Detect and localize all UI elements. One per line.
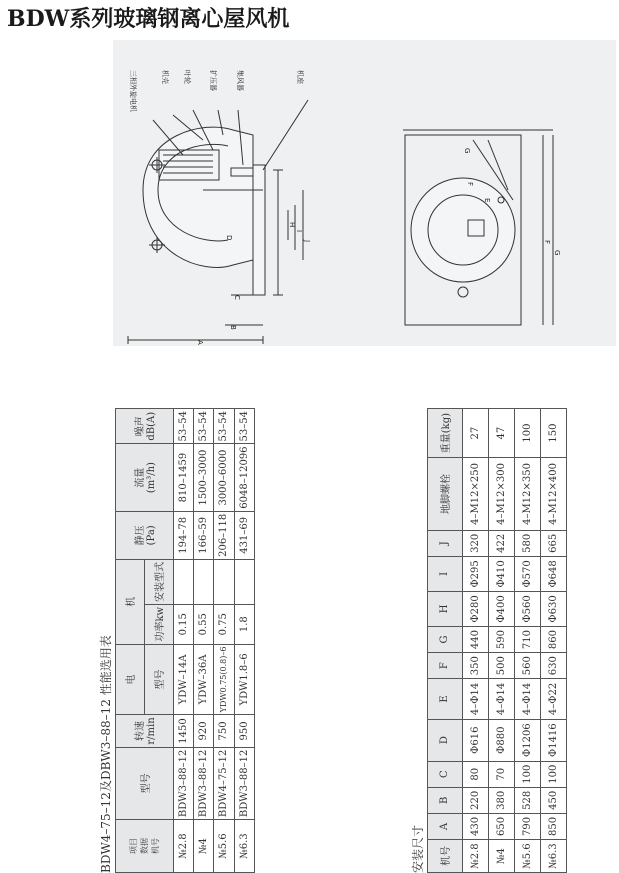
installation-caption: 安装尺寸 [411,824,425,873]
front-housing-circle [411,178,515,282]
cell: Φ295 [462,556,488,591]
cell: 580 [514,530,540,556]
cell-power: 0.55 [193,604,213,644]
header-b: B [428,787,463,813]
dim-label-g-right: G [553,250,561,256]
header-g: G [428,626,463,652]
label-housing: 机壳 [161,70,169,84]
header-model: 型号 [116,747,174,819]
cell-no: №4 [193,820,213,873]
installation-table-block [411,408,567,873]
cell: Φ410 [488,556,514,591]
cell-motor: YDW1.8–6 [234,644,254,715]
cell-no: №2.8 [173,820,193,873]
cell-power: 0.75 [214,604,234,644]
header-motor-model: 型号 [144,644,173,715]
cell: №5.6 [514,840,540,873]
cell: 80 [462,761,488,787]
cell-noise: 53–54 [193,409,213,444]
corner-header [116,820,174,873]
dim-label-d: D [225,235,233,241]
header-f: F [428,653,463,679]
cell-flow: 6048–12096 [234,444,254,511]
cell-noise: 53–54 [214,409,234,444]
cell: 4–M12×250 [462,458,488,530]
cell: Φ400 [488,591,514,626]
header-pressure [116,511,174,559]
cell-pressure: 166–59 [193,511,213,559]
cell-noise: 53–54 [173,409,193,444]
header-e: E [428,679,463,719]
header-flow-unit: (m³/h) [146,462,158,494]
cell: 590 [488,626,514,652]
dim-label-c: C [233,295,241,300]
cell: 220 [462,787,488,813]
cell: 4–Φ14 [462,679,488,719]
dim-label-g-top: G [463,148,471,154]
dim-label-i: I [295,230,303,233]
table-row [234,409,254,873]
cell: 430 [462,813,488,839]
technical-drawing [113,40,616,346]
cell: 100 [514,761,540,787]
header-h: H [428,591,463,626]
cell-pressure: 431–69 [234,511,254,559]
cell: 4–M12×400 [540,458,566,530]
cell-motor: YDW0.75(0.8)–6 [214,644,234,715]
cell: №6.3 [540,840,566,873]
cell-noise: 53–54 [234,409,254,444]
cell-mount [173,559,193,604]
cell: Φ570 [514,556,540,591]
cell: 860 [540,626,566,652]
cell-motor: YDW–14A [173,644,193,715]
drawing-svg [113,40,616,346]
header-pressure-label: 静压 [135,525,147,546]
label-inlet: 集风器 [236,70,244,91]
header-a: A [428,813,463,839]
page-title: BDW系列玻璃钢离心屋风机 [7,6,290,32]
dim-label-f-top: F [466,182,474,187]
side-view [128,100,308,344]
table-row [193,409,213,873]
header-no: 机号 [428,840,463,873]
cell: Φ616 [462,719,488,761]
cell-power: 0.15 [173,604,193,644]
header-motor: 电 [116,644,145,715]
performance-table-block [99,408,255,873]
header-pressure-unit: (Pa) [146,525,158,546]
cell-motor: YDW–36A [193,644,213,715]
header-power: 功率kw [144,604,173,644]
cell: Φ1416 [540,719,566,761]
cell: 710 [514,626,540,652]
cell-model: BDW3–88–12 [173,747,193,819]
header-flow [116,444,174,511]
cell: 440 [462,626,488,652]
header-speed-unit: r/min [146,717,158,745]
dim-label-h: H [288,222,296,228]
cell: №4 [488,840,514,873]
cell: 4–Φ22 [540,679,566,719]
cell: 350 [462,653,488,679]
cell: 650 [488,813,514,839]
cell: 4–M12×300 [488,458,514,530]
cell: 850 [540,813,566,839]
header-speed-label: 转速 [135,720,147,741]
cell: 790 [514,813,540,839]
cell: 27 [462,409,488,458]
dim-label-b: B [229,325,237,330]
cell-model: BDW4–75–12 [214,747,234,819]
dim-label-a: A [196,340,204,345]
header-bolts: 地脚螺栓 [428,458,463,530]
cell: 380 [488,787,514,813]
header-noise-unit: dB(A) [146,411,158,441]
cell-flow: 810–1459 [173,444,193,511]
label-motor: 三相外旋电机 [129,70,137,112]
table-row [462,409,488,873]
header-mount: 安装型式 [144,559,173,604]
cell: Φ630 [540,591,566,626]
header-flow-label: 流量 [135,467,147,488]
cell: 422 [488,530,514,556]
corner-top: 项目 [128,838,138,855]
cell: 100 [514,409,540,458]
header-d: D [428,719,463,761]
cell-pressure: 206–118 [214,511,234,559]
cell: Φ280 [462,591,488,626]
cell-mount [234,559,254,604]
performance-table [115,408,255,873]
cell: 528 [514,787,540,813]
cell: 4–M12×350 [514,458,540,530]
cell: 4–Φ14 [514,679,540,719]
header-noise-label: 噪声 [135,416,147,437]
dim-label-j: J [303,240,311,243]
cell: 70 [488,761,514,787]
corner-mid: 数据 [139,838,149,855]
header-c: C [428,761,463,787]
cell: №2.8 [462,840,488,873]
cell-model: BDW3–88–12 [193,747,213,819]
front-bottom-bolt [458,287,468,297]
cell: Φ880 [488,719,514,761]
cell: Φ648 [540,556,566,591]
dim-label-f-right: F [543,240,551,245]
cell: 320 [462,530,488,556]
table-row [173,409,193,873]
front-view [403,130,553,325]
cell-pressure: 194–78 [173,511,193,559]
performance-caption: BDW4–75–12及DBW3–88–12 性能选用表 [99,635,113,873]
cell: 4–Φ14 [488,679,514,719]
header-weight: 重量(kg) [428,409,463,458]
dim-label-e: E [483,198,491,203]
fan-shell-shape [143,127,253,267]
table-row [488,409,514,873]
corner-bottom: 机号 [150,838,160,855]
cell-no: №5.6 [214,820,234,873]
base-frame [253,165,265,295]
cell-speed: 920 [193,715,213,747]
label-base: 机座 [296,70,304,84]
cell-speed: 1450 [173,715,193,747]
cell-flow: 3000–6000 [214,444,234,511]
cell: Φ560 [514,591,540,626]
cell: 150 [540,409,566,458]
cell-flow: 1500–3000 [193,444,213,511]
cell-power: 1.8 [234,604,254,644]
cell-speed: 750 [214,715,234,747]
table-row [514,409,540,873]
label-impeller: 叶轮 [183,70,191,84]
cell: 630 [540,653,566,679]
header-j: J [428,530,463,556]
cell: Φ1206 [514,719,540,761]
label-diffuser: 扩压器 [209,70,217,91]
cell: 665 [540,530,566,556]
cell-no: №6.3 [234,820,254,873]
header-noise [116,409,174,444]
cell: 500 [488,653,514,679]
header-speed [116,715,174,747]
cell-speed: 950 [234,715,254,747]
header-motor-2: 机 [116,559,145,644]
cell: 100 [540,761,566,787]
header-i: I [428,556,463,591]
cell: 47 [488,409,514,458]
installation-table [427,408,567,873]
cell: 560 [514,653,540,679]
table-row [214,409,234,873]
table-row [540,409,566,873]
cell: 450 [540,787,566,813]
cell-mount [193,559,213,604]
cell-mount [214,559,234,604]
cell-model: BDW3–88–12 [234,747,254,819]
